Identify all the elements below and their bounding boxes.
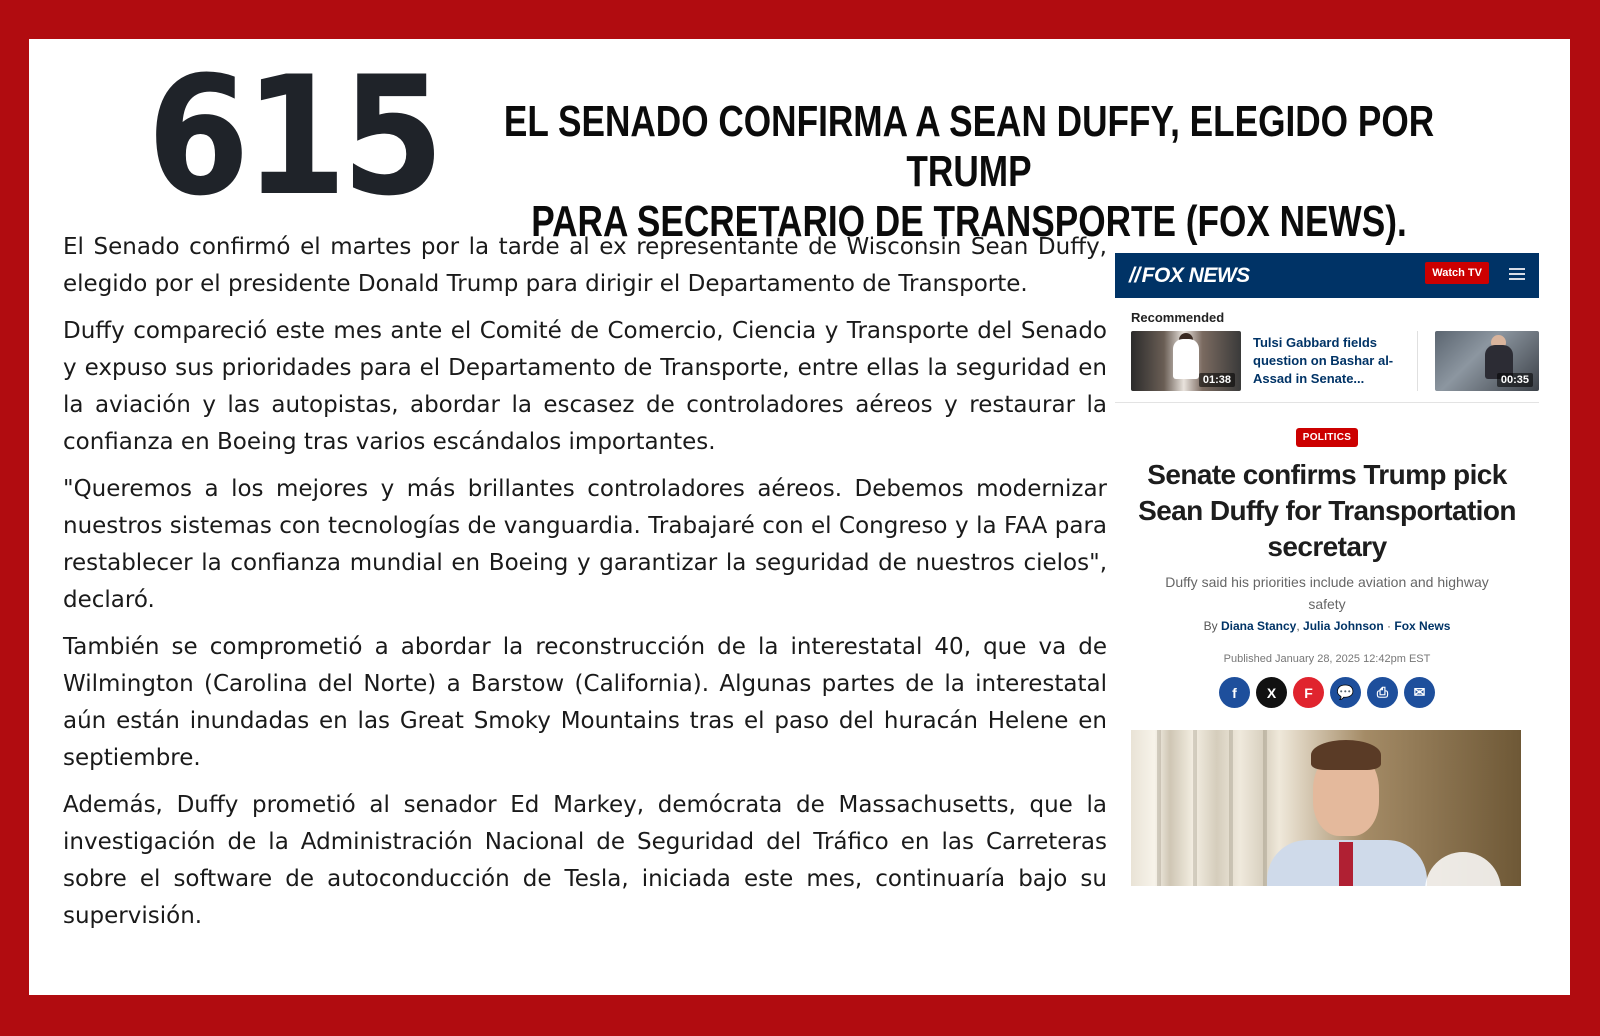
fox-news-screenshot — [1115, 253, 1539, 949]
article-photo — [1131, 730, 1521, 886]
recommended-video-thumbnail[interactable] — [1131, 331, 1241, 391]
fox-header-bar — [1115, 253, 1539, 298]
x-icon[interactable]: X — [1256, 677, 1287, 708]
headline-line-2: PARA SECRETARIO DE TRANSPORTE (FOX NEWS). — [531, 197, 1407, 246]
photo-column — [1157, 730, 1161, 886]
photo-column — [1263, 730, 1267, 886]
play-button-icon[interactable] — [1425, 852, 1501, 886]
recommended-video-thumbnail-2[interactable] — [1435, 331, 1539, 391]
photo-column — [1193, 730, 1197, 886]
fox-news-logo[interactable] — [1129, 264, 1250, 288]
comment-icon[interactable]: 💬 — [1330, 677, 1361, 708]
email-icon[interactable]: ✉ — [1404, 677, 1435, 708]
article-body — [63, 229, 1107, 945]
headline-line-1: EL SENADO CONFIRMA A SEAN DUFFY, ELEGIDO POR TRUMP — [503, 97, 1435, 196]
photo-column — [1229, 730, 1233, 886]
facebook-icon[interactable]: f — [1219, 677, 1250, 708]
recommended-row — [1115, 331, 1539, 403]
post-headline — [497, 97, 1441, 247]
article-paragraph: "Queremos a los mejores y más brillantes controladores aéreos. Debemos modernizar nuestros sistemas con tecnologías de vanguardia. Trabajaré con el Congreso y la FAA para restablecer la confianza mundial en Boeing y garantizar la seguridad de nuestros cielos", declaró. — [63, 476, 1107, 613]
recommended-label: Recommended — [1131, 310, 1225, 325]
author-link[interactable]: Julia Johnson — [1303, 619, 1384, 633]
author-link[interactable]: Diana Stancy — [1220, 619, 1297, 633]
fox-logo-text: FOX NEWS — [1141, 263, 1250, 287]
hamburger-menu-icon[interactable] — [1509, 268, 1525, 282]
video-duration: 00:35 — [1497, 373, 1533, 387]
watch-tv-button[interactable]: Watch TV — [1425, 262, 1489, 284]
post-card — [29, 39, 1570, 995]
recommended-video-title[interactable]: Tulsi Gabbard fields question on Bashar al-Assad in Senate... — [1253, 335, 1394, 386]
print-icon[interactable]: ⎙ — [1367, 677, 1398, 708]
fox-article-subhead: Duffy said his priorities include aviation and highway safety — [1165, 574, 1489, 612]
politics-badge[interactable]: POLITICS — [1296, 428, 1359, 447]
byline-comma: , — [1296, 619, 1300, 633]
flipboard-icon[interactable]: F — [1293, 677, 1324, 708]
byline — [1115, 619, 1539, 633]
photo-tie — [1339, 842, 1353, 886]
fox-article-headline: Senate confirms Trump pick Sean Duffy for Transportation secretary — [1138, 459, 1516, 562]
category-badge-wrap — [1115, 427, 1539, 447]
article-paragraph: Además, Duffy prometió al senador Ed Markey, demócrata de Massachusetts, que la investigación de la Administración Nacional de Seguridad del Tráfico en las Carreteras sobre el software de autoconducción de Tesla, iniciada este mes, continuaría bajo su supervisión. — [63, 792, 1107, 929]
article-paragraph: Duffy compareció este mes ante el Comité de Comercio, Ciencia y Transporte del Senado y expuso sus prioridades para el Departamento de Transporte, entre ellas la seguridad en la aviación y las autopistas, abordar la escasez de controladores aéreos y restaurar la confianza en Boeing tras varios escándalos importantes. — [63, 318, 1107, 455]
published-date: Published January 28, 2025 12:42pm EST — [1223, 653, 1431, 665]
photo-hair — [1311, 740, 1381, 770]
fox-logo-mark-icon: // — [1129, 263, 1140, 287]
article-paragraph: El Senado confirmó el martes por la tarde al ex representante de Wisconsin Sean Duffy, elegido por el presidente Donald Trump para dirigir el Departamento de Transporte. — [63, 234, 1107, 297]
article-paragraph: También se comprometió a abordar la reconstrucción de la interestatal 40, que va de Wilmington (Carolina del Norte) a Barstow (California). Algunas partes de la interestatal aún están inundadas en las Great Smoky Mountains tras el paso del huracán Helene en septiembre. — [63, 634, 1107, 771]
recommended-divider — [1417, 331, 1418, 391]
outlet-link[interactable]: Fox News — [1394, 619, 1451, 633]
post-number: 615 — [147, 41, 439, 232]
share-bar — [1115, 677, 1539, 708]
byline-separator: · — [1387, 619, 1392, 633]
byline-by: By — [1203, 619, 1218, 633]
video-duration: 01:38 — [1199, 373, 1235, 387]
thumbnail-person — [1173, 339, 1199, 379]
